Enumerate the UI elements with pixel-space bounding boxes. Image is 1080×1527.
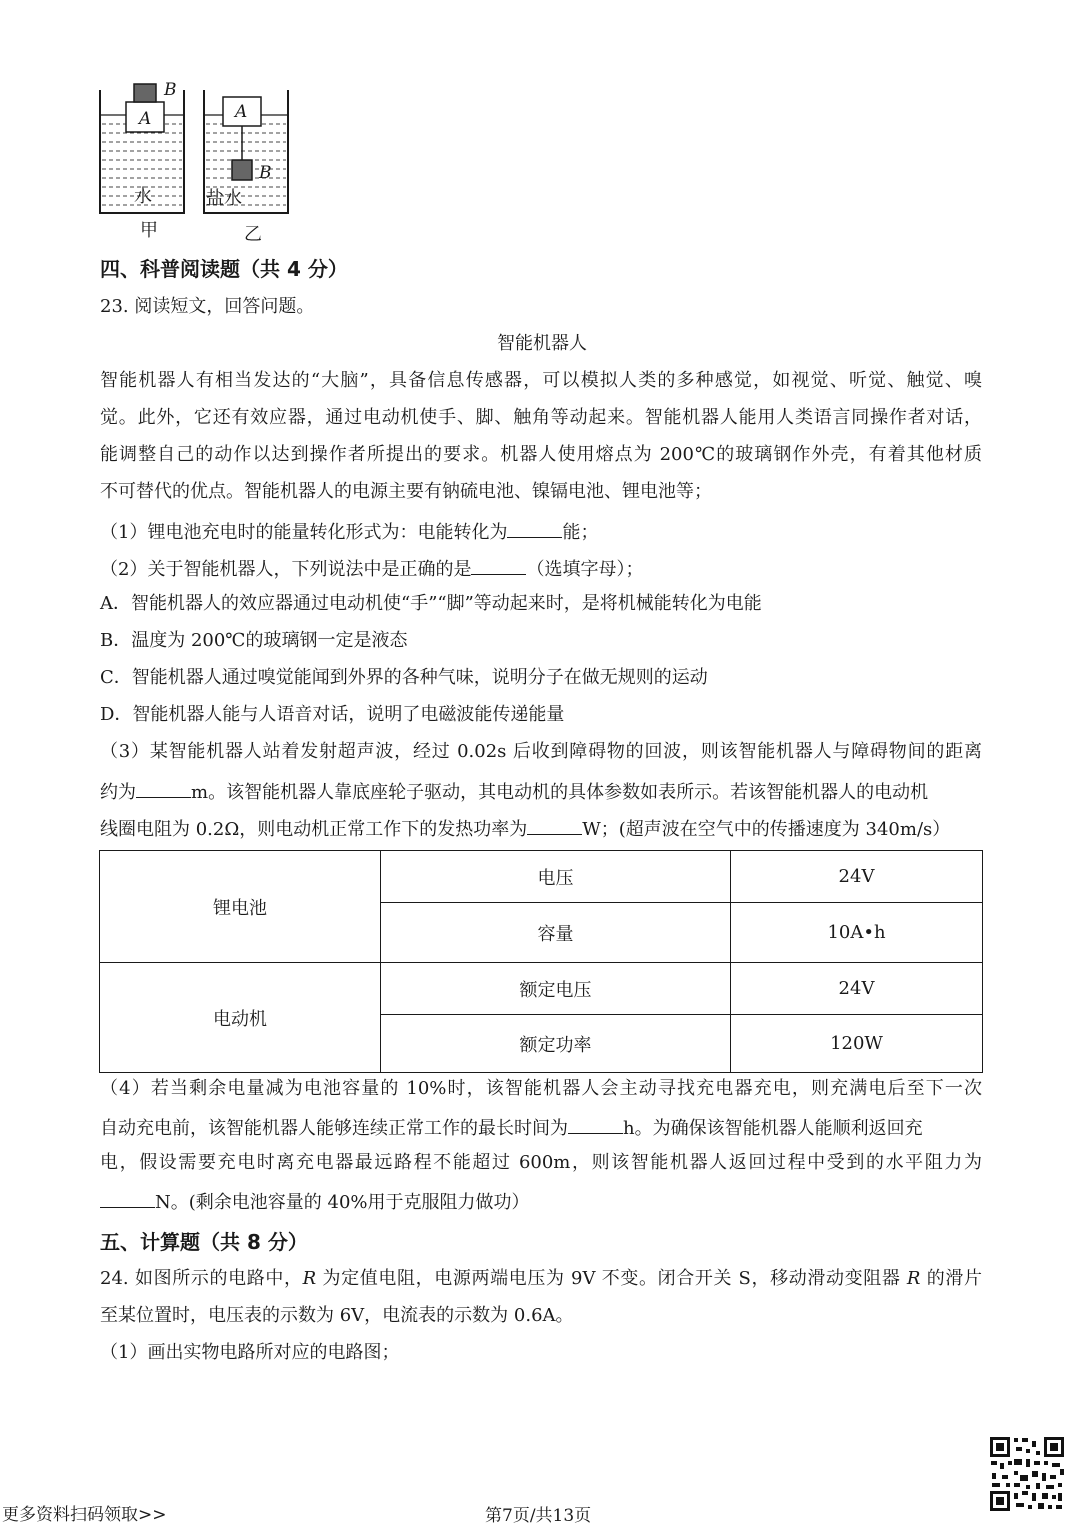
table-row <box>100 851 983 903</box>
question-1-text: （1）锂电池充电时的能量转化形式为：电能转化为 <box>100 522 508 543</box>
caption-jia: 甲 <box>140 220 158 241</box>
question-24-line-1-c: 的滑片 <box>920 1268 982 1289</box>
question-4-line-2 <box>100 1115 923 1140</box>
article-line-3: 能调整自己的动作以达到操作者所提出的要求。机器人使用熔点为 200℃的玻璃钢作外壳，有着其他材质 <box>100 444 982 465</box>
answer-blank-3b[interactable] <box>527 816 582 835</box>
page-number: 第7页/共13页 <box>485 1506 592 1526</box>
answer-blank-4a[interactable] <box>568 1115 623 1134</box>
question-3-line-2-head: 约为 <box>100 782 136 803</box>
label-a-right: A <box>235 102 248 122</box>
label-b-right: B <box>259 163 272 183</box>
footer-more-resources[interactable]: 更多资料扫码领取>> <box>2 1505 167 1525</box>
question-1-tail: 能； <box>562 522 599 543</box>
qr-code-image <box>988 1435 1066 1513</box>
answer-blank-1[interactable] <box>507 519 562 538</box>
table-row <box>100 963 983 1015</box>
question-4-line-3: 电，假设需要充电时离充电器最远路程不能超过 600m，则该智能机器人返回过程中受到的水平阻力为 <box>100 1152 982 1173</box>
label-a-left: A <box>139 109 152 129</box>
option-b: B．温度为 200℃的玻璃钢一定是液态 <box>100 630 408 651</box>
table-cell-motor: 电动机 <box>100 963 381 1073</box>
answer-blank-4b[interactable] <box>100 1189 155 1208</box>
table-cell-param: 容量 <box>381 903 731 963</box>
question-4-line-4-tail: N。(剩余电池容量的 40%用于克服阻力做功） <box>155 1192 530 1213</box>
label-b-left: B <box>164 80 177 100</box>
rheostat-symbol: R <box>906 1268 921 1289</box>
question-4-line-1: （4）若当剩余电量减为电池容量的 10%时，该智能机器人会主动寻找充电器充电，则充满电后至下一次 <box>100 1078 982 1099</box>
question-24-line-1-b: 为定值电阻，电源两端电压为 9V 不变。闭合开关 S，移动滑动变阻器 <box>316 1268 907 1289</box>
table-cell-param: 电压 <box>381 851 731 903</box>
question-1 <box>100 519 598 544</box>
question-4-line-2-head: 自动充电前，该智能机器人能够连续正常工作的最长时间为 <box>100 1118 568 1139</box>
question-24-line-2: 至某位置时，电压表的示数为 6V，电流表的示数为 0.6A。 <box>100 1305 574 1326</box>
table-cell-value: 120W <box>731 1015 983 1073</box>
qr-code[interactable] <box>988 1435 1066 1513</box>
label-water: 水 <box>134 186 152 207</box>
section-4-heading: 四、科普阅读题（共 4 分） <box>100 257 348 281</box>
question-24-line-1 <box>100 1268 982 1290</box>
table-cell-value: 10A•h <box>731 903 983 963</box>
question-2 <box>100 556 643 581</box>
resistor-symbol: R <box>302 1268 317 1289</box>
question-3-line-3 <box>100 816 950 841</box>
label-salt-water: 盐水 <box>206 188 242 209</box>
question-4-line-4 <box>100 1189 530 1214</box>
caption-yi: 乙 <box>244 224 262 245</box>
question-24-sub-1: （1）画出实物电路所对应的电路图； <box>100 1342 400 1363</box>
table-cell-param: 额定功率 <box>381 1015 731 1073</box>
table-cell-value: 24V <box>731 851 983 903</box>
option-d: D．智能机器人能与人语音对话，说明了电磁波能传递能量 <box>100 704 565 725</box>
article-line-2: 觉。此外，它还有效应器，通过电动机使手、脚、触角等动起来。智能机器人能用人类语言同操作者对话， <box>100 407 982 428</box>
block-b-left <box>134 84 156 102</box>
answer-blank-3a[interactable] <box>136 779 191 798</box>
option-a: A．智能机器人的效应器通过电动机使“手”“脚”等动起来时，是将机械能转化为电能 <box>100 593 762 614</box>
article-line-4: 不可替代的优点。智能机器人的电源主要有钠硫电池、镍镉电池、锂电池等； <box>100 481 712 502</box>
option-c: C．智能机器人通过嗅觉能闻到外界的各种气味，说明分子在做无规则的运动 <box>100 667 708 688</box>
question-3-line-2 <box>100 779 928 804</box>
motor-spec-table <box>99 850 983 1073</box>
question-3-line-3-tail: W；(超声波在空气中的传播速度为 340m/s） <box>582 819 951 840</box>
question-2-text: （2）关于智能机器人，下列说法中是正确的是 <box>100 559 472 580</box>
question-3-line-3-head: 线圈电阻为 0.2Ω，则电动机正常工作下的发热功率为 <box>100 819 528 840</box>
block-b-right <box>232 160 252 180</box>
question-23-intro: 23. 阅读短文，回答问题。 <box>100 296 315 317</box>
question-4-line-2-tail: h。为确保该智能机器人能顺利返回充 <box>623 1118 923 1139</box>
answer-blank-2[interactable] <box>471 556 526 575</box>
table-cell-battery: 锂电池 <box>100 851 381 963</box>
buoyancy-figure <box>92 78 302 248</box>
question-2-tail: （选填字母）； <box>526 559 644 580</box>
section-5-heading: 五、计算题（共 8 分） <box>100 1230 308 1254</box>
question-3-line-2-tail: m。该智能机器人靠底座轮子驱动，其电动机的具体参数如表所示。若该智能机器人的电动机 <box>191 782 929 803</box>
article-line-1: 智能机器人有相当发达的“大脑”，具备信息传感器，可以模拟人类的多种感觉，如视觉、听觉、触觉、嗅 <box>100 370 982 391</box>
article-title: 智能机器人 <box>497 333 587 354</box>
table-cell-param: 额定电压 <box>381 963 731 1015</box>
question-24-line-1-a: 24. 如图所示的电路中， <box>100 1268 303 1289</box>
table-cell-value: 24V <box>731 963 983 1015</box>
question-3-line-1: （3）某智能机器人站着发射超声波，经过 0.02s 后收到障碍物的回波，则该智能机器人与障碍物间的距离 <box>100 741 982 762</box>
